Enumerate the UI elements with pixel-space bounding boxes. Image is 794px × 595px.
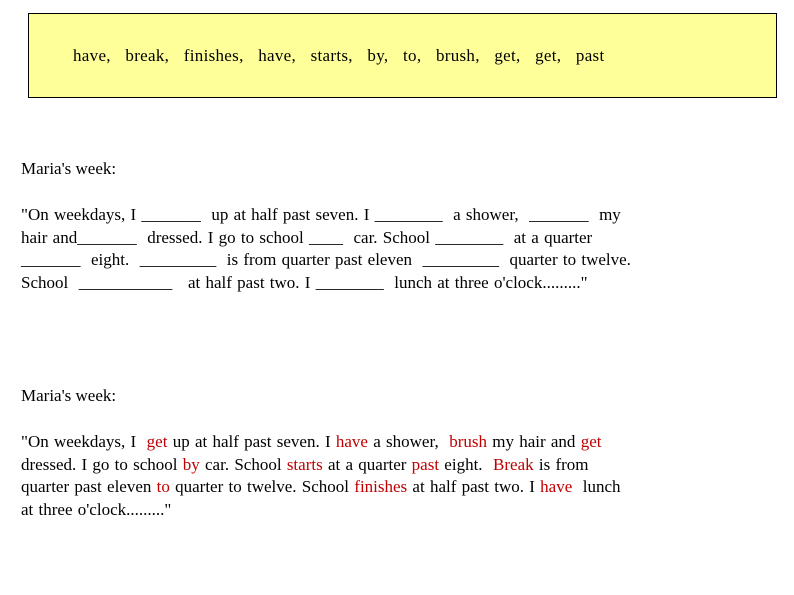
word-bank-item: by, <box>367 46 389 65</box>
answer-line <box>21 499 781 522</box>
answer-text: at a quarter <box>322 454 412 474</box>
answer-line <box>21 431 781 454</box>
answer-text: a shower, <box>367 432 450 451</box>
exercise-line: _______ eight. _________ is from quarter past eleven _________ quarter to twelve. <box>21 250 631 269</box>
answer-text: lunch <box>572 477 621 496</box>
word-bank-item: get, <box>535 46 562 65</box>
answer-text: my hair and <box>486 432 581 451</box>
answer-text: car. School <box>199 454 287 474</box>
filled-answer-word: get <box>146 432 168 451</box>
filled-answer-word: by <box>182 454 200 474</box>
filled-answer-word: to <box>156 477 170 496</box>
filled-answer-word: brush <box>449 432 487 451</box>
word-bank-item: get, <box>494 46 521 65</box>
filled-answer-word: past <box>411 454 440 474</box>
word-bank-item: have, <box>258 46 297 65</box>
answer-heading: Maria's week: <box>21 386 117 405</box>
answer-line <box>21 454 781 477</box>
word-bank-item: finishes, <box>183 46 244 65</box>
exercise-line: School ___________ at half past two. I ________ lunch at three o'clock........." <box>21 272 588 292</box>
word-bank-item: break, <box>125 46 170 65</box>
word-bank-item: to, <box>403 46 422 65</box>
answer-text: up at half past seven. I <box>167 432 336 451</box>
exercise-line: "On weekdays, I _______ up at half past seven. I ________ a shower, _______ my <box>21 205 621 224</box>
answer-text: quarter to twelve. School <box>169 477 355 496</box>
filled-answer-word: Break <box>493 454 534 474</box>
filled-answer-word: have <box>335 432 368 451</box>
filled-answer-word: get <box>580 432 602 451</box>
word-bank-item: starts, <box>310 46 353 65</box>
answer-text: at three o'clock........." <box>21 499 172 519</box>
answer-text: at half past two. I <box>407 477 541 496</box>
answer-text: "On weekdays, I <box>21 432 147 451</box>
word-bank-item: brush, <box>435 46 480 65</box>
filled-answer-word: have <box>540 477 573 496</box>
filled-answer-word: starts <box>286 454 323 474</box>
answer-text: quarter past eleven <box>21 477 157 496</box>
exercise-line: hair and_______ dressed. I go to school ____ car. School ________ at a quarter <box>21 227 593 247</box>
answer-text: dressed. I go to school <box>21 454 183 474</box>
exercise-heading: Maria's week: <box>21 159 117 178</box>
answer-paragraph <box>21 431 781 521</box>
word-bank-item: past <box>575 46 605 65</box>
exercise-paragraph <box>21 204 781 294</box>
word-bank <box>73 46 604 66</box>
word-bank-item: have, <box>73 46 111 65</box>
answer-line <box>21 476 781 499</box>
filled-answer-word: finishes <box>354 477 408 496</box>
answer-text: eight. <box>439 454 494 474</box>
answer-text: is from <box>533 454 589 474</box>
